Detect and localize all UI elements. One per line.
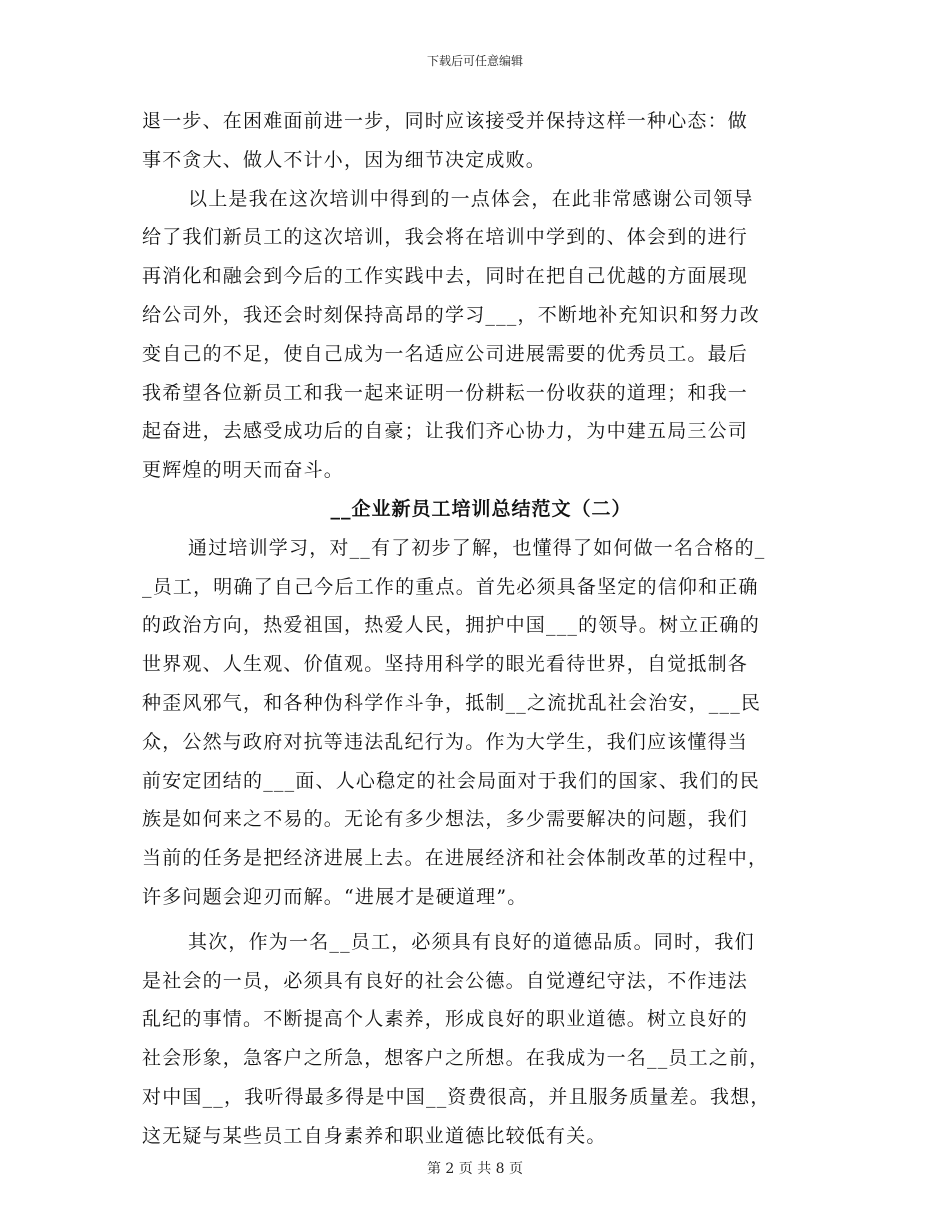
text-line: 的政治方向，热爱祖国，热爱人民，拥护中国___的领导。树立正确的 xyxy=(142,614,760,637)
text-line: 退一步、在困难面前进一步，同时应该接受并保持这样一种心态：做 xyxy=(142,110,749,132)
text-line: 社会形象，急客户之所急，想客户之所想。在我成为一名__员工之前， xyxy=(142,1047,770,1070)
text-line: 以上是我在这次培训中得到的一点体会，在此非常感谢公司领导 xyxy=(188,187,754,210)
text-line: 众，公然与政府对抗等违法乱纪行为。作为大学生，我们应该懂得当 xyxy=(142,730,749,753)
text-line: 前安定团结的___面、人心稳定的社会局面对于我们的国家、我们的民 xyxy=(142,769,760,792)
text-line: 这无疑与某些员工自身素养和职业道德比较低有关。 xyxy=(142,1124,607,1147)
text-line: 族是如何来之不易的。无论有多少想法，多少需要解决的问题，我们 xyxy=(142,808,749,831)
paragraph-2 xyxy=(142,180,802,490)
text-line: 给公司外，我还会时刻保持高昂的学习___，不断地补充知识和努力改 xyxy=(142,303,760,326)
text-line: 当前的任务是把经济进展上去。在进展经济和社会体制改革的过程中， xyxy=(142,847,769,870)
text-line: 世界观、人生观、价值观。坚持用科学的眼光看待世界，自觉抵制各 xyxy=(142,653,749,676)
section-title: __企业新员工培训总结范文（二） xyxy=(330,497,632,520)
document-body xyxy=(142,102,802,1156)
text-line: 许多问题会迎刃而解。“进展才是硬道理”。 xyxy=(142,885,528,908)
text-line: 是社会的一员，必须具有良好的社会公德。自觉遵纪守法，不作违法 xyxy=(142,969,749,992)
text-line: _员工，明确了自己今后工作的重点。首先必须具备坚定的信仰和正确 xyxy=(142,575,759,598)
text-line: 对中国__，我听得最多得是中国__资费很高，并且服务质量差。我想， xyxy=(142,1085,771,1108)
text-line: 再消化和融会到今后的工作实践中去，同时在把自己优越的方面展现 xyxy=(142,265,749,288)
page-footer: 第 2 页 共 8 页 xyxy=(426,1161,524,1177)
text-line: 乱纪的事情。不断提高个人素养，形成良好的职业道德。树立良好的 xyxy=(142,1008,749,1031)
text-line: 其次，作为一名__员工，必须具有良好的道德品质。同时，我们 xyxy=(188,930,755,953)
text-line: 起奋进，去感受成功后的自豪；让我们齐心协力，为中建五局三公司 xyxy=(142,420,749,443)
paragraph-1 xyxy=(142,102,802,180)
text-line: 给了我们新员工的这次培训，我会将在培训中学到的、体会到的进行 xyxy=(142,226,749,249)
text-line: 更辉煌的明天而奋斗。 xyxy=(142,459,345,482)
text-line: 变自己的不足，使自己成为一名适应公司进展需要的优秀员工。最后 xyxy=(142,342,749,365)
text-line: 事不贪大、做人不计小，因为细节决定成败。 xyxy=(142,148,547,171)
page-header: 下载后可任意编辑 xyxy=(426,54,523,68)
text-line: 我希望各位新员工和我一起来证明一份耕耘一份收获的道理；和我一 xyxy=(142,381,749,404)
paragraph-4 xyxy=(142,923,802,1156)
text-line: 通过培训学习，对__有了初步了解，也懂得了如何做一名合格的_ xyxy=(188,536,766,559)
text-line: 种歪风邪气，和各种伪科学作斗争，抵制__之流扰乱社会治安，___民 xyxy=(142,691,762,714)
paragraph-3 xyxy=(142,529,802,917)
